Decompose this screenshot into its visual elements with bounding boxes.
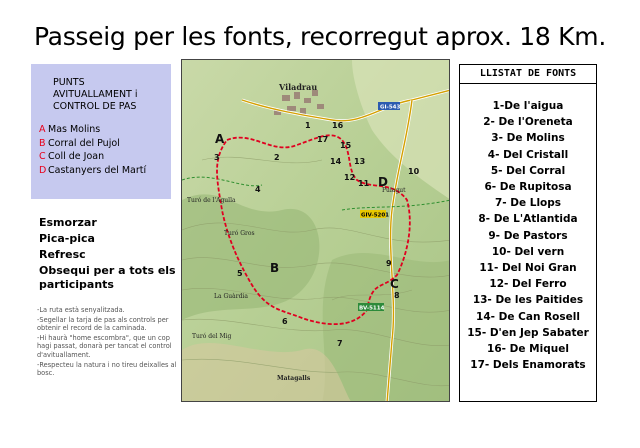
font-item: 7- De Llops — [494, 197, 562, 210]
service-item: Pica-pica — [39, 232, 95, 245]
checkpoint-item: B Corral del Pujol — [39, 137, 120, 149]
font-number: 3 — [214, 153, 220, 162]
font-number: 10 — [408, 167, 420, 176]
font-number: 5 — [237, 269, 243, 278]
font-number: 6 — [282, 317, 288, 326]
route-map — [181, 59, 450, 402]
notes-list — [37, 306, 177, 379]
font-number: 16 — [332, 121, 344, 130]
font-number: 15 — [340, 141, 352, 150]
town-label: Viladrau — [279, 82, 318, 92]
font-item: 2- De l'Oreneta — [483, 116, 573, 129]
font-item: 3- De Molins — [491, 132, 565, 145]
font-number: 2 — [274, 153, 280, 162]
font-item: 16- De Miquel — [487, 343, 569, 356]
checkpoint-heading: PUNTS AVITUALLAMENT i CONTROL DE PAS — [53, 77, 138, 112]
terrain-patch — [322, 253, 450, 402]
checkpoint-marker: C — [390, 277, 399, 291]
place-label: Turó del Mig — [192, 333, 232, 340]
checkpoint-item: A Mas Molins — [39, 124, 101, 135]
font-number: 9 — [386, 259, 392, 268]
font-item: 6- De Rupitosa — [484, 181, 572, 194]
place-label: Turó de l'Agulla — [187, 197, 236, 204]
place-label: Turó Gros — [224, 230, 255, 237]
checkpoint-item: C Coll de Joan — [39, 151, 105, 162]
font-item: 12- Del Ferro — [489, 278, 567, 291]
font-number: 12 — [344, 173, 356, 182]
font-item: 10- Del vern — [491, 245, 565, 258]
font-number: 4 — [255, 185, 261, 194]
map-svg — [182, 60, 450, 402]
road-label: GIV-5201 — [361, 212, 390, 219]
font-number: 14 — [330, 157, 342, 166]
service-item: Obsequi per a tots els participants — [39, 264, 176, 291]
place-label: Puiagut — [382, 187, 406, 194]
font-number: 17 — [317, 135, 329, 144]
fonts-list — [459, 64, 597, 402]
font-number: 11 — [358, 179, 370, 188]
note-item: -Hi haurà "home escombra", que un cop hagi passat, donarà per tancat el control d'avituallament. — [37, 333, 172, 359]
font-number: 7 — [337, 339, 343, 348]
place-label: Matagalls — [277, 375, 311, 382]
font-item: 11- Del Noi Gran — [479, 262, 577, 275]
font-item: 13- De les Paitides — [472, 294, 584, 307]
font-item: 9- De Pastors — [488, 229, 568, 242]
place-label: La Guàrdia — [214, 293, 248, 300]
note-item: -Segellar la tarja de pas als controls per obtenir el record de la caminada. — [37, 315, 169, 333]
checkpoint-marker: B — [270, 261, 280, 275]
service-item: Esmorzar — [39, 216, 97, 229]
fonts-list-heading: LLISTAT DE FONTS — [460, 65, 596, 84]
road-label: GI-543 — [380, 104, 401, 111]
page-title: Passeig per les fonts, recorregut aprox. 18 Km. — [34, 22, 606, 51]
checkpoint-item: D Castanyers del Martí — [39, 164, 147, 176]
font-number: 13 — [354, 157, 366, 166]
font-item: 15- D'en Jep Sabater — [467, 326, 589, 339]
service-item: Refresc — [39, 248, 86, 261]
note-item: -La ruta està senyalitzada. — [37, 306, 125, 314]
font-item: 1-De l'aigua — [492, 100, 564, 112]
font-item: 14- De Can Rosell — [476, 310, 580, 323]
font-item: 4- Del Cristall — [487, 148, 569, 161]
checkpoint-box — [31, 64, 171, 199]
note-item: -Respecteu la natura i no tireu deixalles al bosc. — [37, 360, 177, 378]
road-label: BV-5114 — [359, 305, 385, 312]
services-list — [39, 216, 179, 294]
font-item: 5- Del Corral — [490, 164, 566, 177]
font-item: 17- Dels Enamorats — [470, 359, 586, 372]
checkpoint-marker: D — [378, 175, 388, 189]
font-number: 8 — [394, 291, 400, 300]
font-item: 8- De L'Atlantida — [478, 213, 578, 226]
checkpoint-marker: A — [215, 132, 225, 146]
font-number: 1 — [305, 121, 311, 130]
